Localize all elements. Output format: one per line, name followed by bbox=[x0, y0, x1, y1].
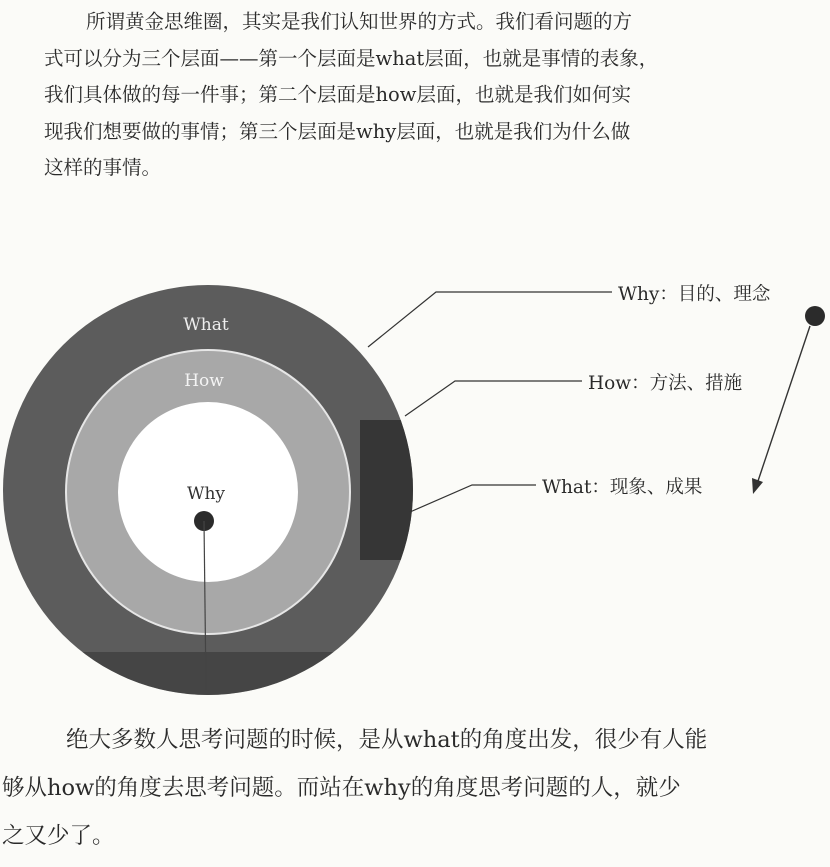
why-circle-label: Why bbox=[186, 484, 226, 504]
why-leader-line bbox=[368, 292, 612, 347]
conclusion-line: 之又少了。 bbox=[2, 823, 115, 849]
conclusion-line: 够从how的角度去思考问题。而站在why的角度思考问题的人，就少 bbox=[2, 775, 681, 801]
conclusion-line: 绝大多数人思考问题的时候，是从what的角度出发，很少有人能 bbox=[66, 727, 708, 753]
how-annotation-label: How：方法、措施 bbox=[588, 373, 743, 394]
how-leader-line bbox=[405, 381, 582, 416]
how-circle-label: How bbox=[184, 371, 224, 391]
why-annotation-label: Why：目的、理念 bbox=[618, 284, 771, 305]
what-leader-line bbox=[410, 485, 536, 512]
intro-line: 这样的事情。 bbox=[44, 156, 162, 179]
what-circle-label: What bbox=[183, 315, 229, 335]
arrow-down-icon bbox=[752, 478, 763, 494]
right-dot bbox=[805, 306, 825, 326]
intro-line: 式可以分为三个层面——第一个层面是what层面，也就是事情的表象， bbox=[44, 46, 659, 70]
intro-line: 我们具体做的每一件事；第二个层面是how层面，也就是我们如何实 bbox=[44, 83, 631, 106]
what-annotation-label: What：现象、成果 bbox=[542, 477, 703, 498]
arrow-line bbox=[757, 326, 810, 484]
intro-line: 所谓黄金思维圈，其实是我们认知世界的方式。我们看问题的方 bbox=[86, 10, 633, 33]
conclusion-paragraph bbox=[2, 716, 707, 860]
intro-line: 现我们想要做的事情；第三个层面是why层面，也就是我们为什么做 bbox=[44, 119, 631, 143]
